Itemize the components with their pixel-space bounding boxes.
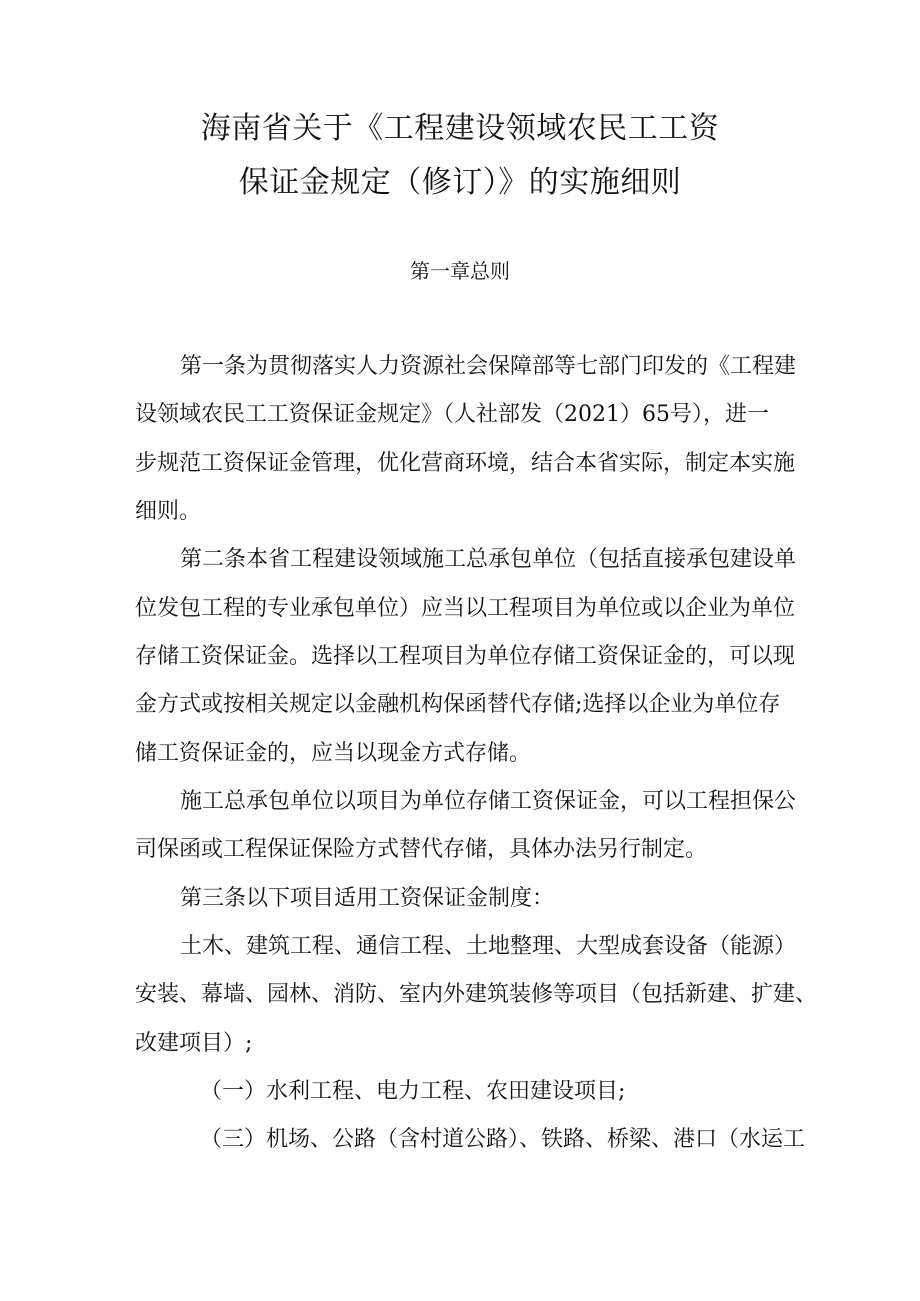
article-1-line-2: 设领域农民工工资保证金规定》（人社部发（2021）65号），进一 (135, 402, 769, 427)
chapter-heading: 第一章总则 (410, 259, 510, 283)
article-3-item-3: （三）机场、公路（含村道公路）、铁路、桥梁、港口（水运工 (200, 1127, 806, 1152)
article-2-extra-line-1: 施工总承包单位以项目为单位存储工资保证金，可以工程担保公 (180, 789, 797, 814)
article-1-line-3: 步规范工资保证金管理，优化营商环境，结合本省实际，制定本实施 (135, 451, 796, 476)
article-2-line-4: 金方式或按相关规定以金融机构保函替代存储;选择以企业为单位存 (135, 692, 781, 717)
article-2-line-1: 第二条本省工程建设领域施工总承包单位（包括直接承包建设单 (180, 547, 797, 572)
article-3-list-line-1: 土木、建筑工程、通信工程、土地整理、大型成套设备（能源） (180, 934, 797, 959)
article-2-line-5: 储工资保证金的，应当以现金方式存储。 (135, 741, 532, 766)
document-title-line-1: 海南省关于《工程建设领域农民工工资 (200, 111, 720, 146)
article-2-extra-line-2: 司保函或工程保证保险方式替代存储，具体办法另行制定。 (135, 837, 708, 862)
article-3-item-1: （一）水利工程、电力工程、农田建设项目; (200, 1079, 626, 1104)
article-2-line-3: 存储工资保证金。选择以工程项目为单位存储工资保证金的，可以现 (135, 644, 796, 669)
article-3-list-line-3: 改建项目）; (135, 1031, 253, 1056)
article-2-line-2: 位发包工程的专业承包单位）应当以工程项目为单位或以企业为单位 (135, 596, 796, 621)
article-1-line-1: 第一条为贯彻落实人力资源社会保障部等七部门印发的《工程建 (180, 354, 797, 379)
document-title-line-2: 保证金规定（修订）》的实施细则 (238, 165, 682, 200)
article-1-line-4: 细则。 (135, 499, 202, 524)
article-3-list-line-2: 安装、幕墙、园林、消防、室内外建筑装修等项目（包括新建、扩建、 (135, 982, 818, 1007)
article-3-line-1: 第三条以下项目适用工资保证金制度： (180, 886, 555, 911)
